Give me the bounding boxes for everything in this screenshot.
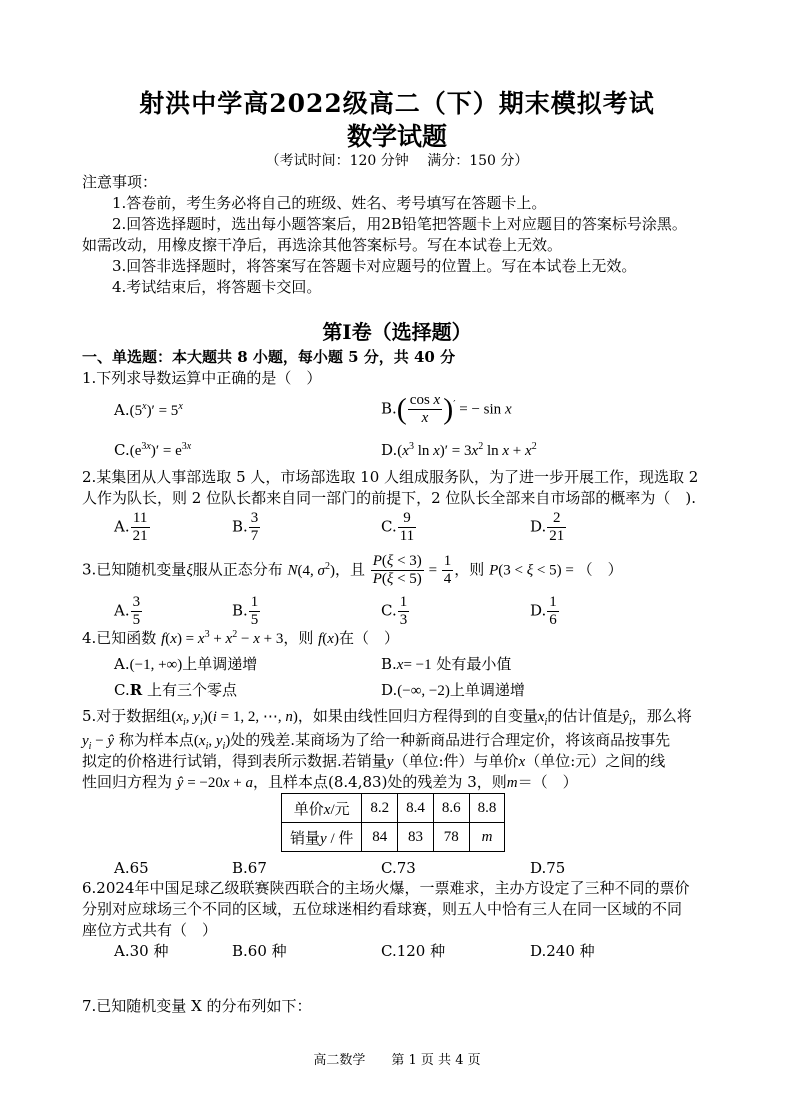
q3-option-a[interactable]: A. $\frac{3}{5}$ — [114, 594, 141, 628]
note-2a: 2.回答选择题时，选出每小题答案后，用2B铅笔把答题卡上对应题目的答案标号涂黑。 — [112, 215, 687, 233]
exam-subtitle: 数学试题 — [346, 122, 447, 151]
q4-option-a[interactable]: A.(−1, +∞)上单调递增 — [114, 655, 258, 673]
table-cell: 84 — [362, 823, 398, 852]
q4-option-c[interactable]: C.R 上有三个零点 — [114, 681, 237, 699]
exam-title: 射洪中学高2022级高二（下）期末模拟考试 — [139, 89, 655, 118]
q6-option-d[interactable]: D.240 种 — [530, 942, 595, 960]
table-cell: 8.6 — [433, 794, 469, 823]
table-header-price: 单价x/元 — [282, 794, 362, 823]
note-3: 3.回答非选择题时，将答案写在答题卡对应题号的位置上。写在本试卷上无效。 — [112, 257, 637, 275]
q5-option-a[interactable]: A.65 — [114, 859, 149, 877]
q2-option-c[interactable]: C. $\frac{9}{11}$ — [381, 510, 415, 544]
q5-line-4: 性回归方程为 ŷ = −20x + a，且样本点(8.4,83)处的残差为 3，则m＝（ ） — [82, 773, 578, 791]
q1-option-b[interactable]: B.( $\frac{\text{cos x}}{x}$ )′ = − sin x — [381, 392, 512, 426]
q1-option-a[interactable]: $A.(5^x)' = 5^x$ — [114, 401, 183, 419]
notes-heading: 注意事项： — [82, 173, 158, 191]
table-cell: 78 — [433, 823, 469, 852]
table-cell: 83 — [398, 823, 434, 852]
exam-info: （考试时间：120 分钟 满分：150 分） — [265, 153, 529, 169]
q6-option-b[interactable]: B.60 种 — [232, 942, 287, 960]
q3-option-b[interactable]: B. $\frac{1}{5}$ — [232, 594, 259, 628]
q3-option-d[interactable]: D. $\frac{1}{6}$ — [530, 594, 557, 628]
q5-line-1: 5.对于数据组($x_i$, $y_i)(i = 1$, 2, ⋯, n)，如果由线性回归方程得到的自变量$x_i$的估计值是$ŷ_i$，那么将 — [82, 707, 692, 728]
q2-option-d[interactable]: D. $\frac{2}{21}$ — [530, 510, 565, 544]
q4-stem: 4.已知函数 $f(x) = x^3 + x^2 - x + 3$，则 f(x)在（ ） — [82, 629, 399, 647]
q6-line-1: 6.2024年中国足球乙级联赛陕西联合的主场火爆，一票难求，主办方设定了三种不同的票价 — [82, 879, 690, 897]
q5-option-b[interactable]: B.67 — [232, 859, 267, 877]
q7-stem: 7.已知随机变量 X 的分布列如下： — [82, 997, 312, 1015]
q2-option-a[interactable]: A. $\frac{11}{21}$ — [114, 510, 148, 544]
q6-option-a[interactable]: A.30 种 — [114, 942, 169, 960]
q4-option-d[interactable]: D.(−∞, −2)上单调递增 — [381, 681, 525, 699]
q5-line-2: $y_i$ − ŷ 称为样本点($x_i$, $y_i$)处的残差.某商场为了给一种新商品进行合理定价，将该商品按事先 — [82, 731, 671, 752]
q5-option-d[interactable]: D.75 — [530, 859, 566, 877]
note-4: 4.考试结束后，将答题卡交回。 — [112, 278, 322, 296]
table-cell: 8.8 — [469, 794, 505, 823]
q3-stem: 3.已知随机变量ξ服从正态分布 N(4, $\sigma^2$)，且 $\frac{P(\xi < 3)}{P(\xi < 5)}$ = $\frac{1}{4}$ ，则 P(3 < ξ < 5) = （ ） — [82, 553, 623, 587]
page-footer: 高二数学 第 1 页 共 4 页 — [313, 1053, 481, 1068]
q6-line-3: 座位方式共有（ ） — [82, 921, 218, 939]
q1-option-d[interactable]: $D.(x^3$ $\ln x)' = 3x^2$ $\ln x + x^2$ — [381, 441, 537, 459]
note-2b: 如需改动，用橡皮擦干净后，再选涂其他答案标号。写在本试卷上无效。 — [82, 236, 563, 254]
q1-stem: 1.下列求导数运算中正确的是（ ） — [82, 369, 322, 387]
table-cell: 8.4 — [398, 794, 434, 823]
section-title: 第I卷（选择题） — [322, 320, 472, 344]
q5-line-3: 拟定的价格进行试销，得到表所示数据.若销量y（单位:件）与单价x（单位:元）之间的线 — [82, 752, 666, 770]
q2-line-2: 人作为队长，则 2 位队长都来自同一部门的前提下，2 位队长全部来自市场部的概率为（ ). — [82, 489, 697, 507]
q6-option-c[interactable]: C.120 种 — [381, 942, 446, 960]
q2-option-b[interactable]: B. $\frac{3}{7}$ — [232, 510, 259, 544]
q3-option-c[interactable]: C. $\frac{1}{3}$ — [381, 594, 408, 628]
table-row — [282, 794, 505, 823]
q6-line-2: 分别对应球场三个不同的区域，五位球迷相约看球赛，则五人中恰有三人在同一区域的不同 — [82, 900, 683, 918]
table-cell: 8.2 — [362, 794, 398, 823]
table-header-sales: 销量y / 件 — [282, 823, 362, 852]
q1-option-c[interactable]: $C.(e^{3x})' = e^{3x}$ — [114, 441, 192, 459]
part1-heading: 一、单选题：本大题共 8 小题，每小题 5 分，共 40 分 — [82, 348, 456, 366]
table-cell: m — [469, 823, 505, 852]
q5-option-c[interactable]: C.73 — [381, 859, 416, 877]
note-1: 1.答卷前，考生务必将自己的班级、姓名、考号填写在答题卡上。 — [112, 194, 547, 212]
table-row — [282, 823, 505, 852]
q4-option-b[interactable]: B.x= −1 处有最小值 — [381, 655, 512, 673]
price-sales-table — [281, 793, 505, 852]
q2-line-1: 2.某集团从人事部选取 5 人，市场部选取 10 人组成服务队，为了进一步开展工作，现选取 2 — [82, 468, 699, 486]
